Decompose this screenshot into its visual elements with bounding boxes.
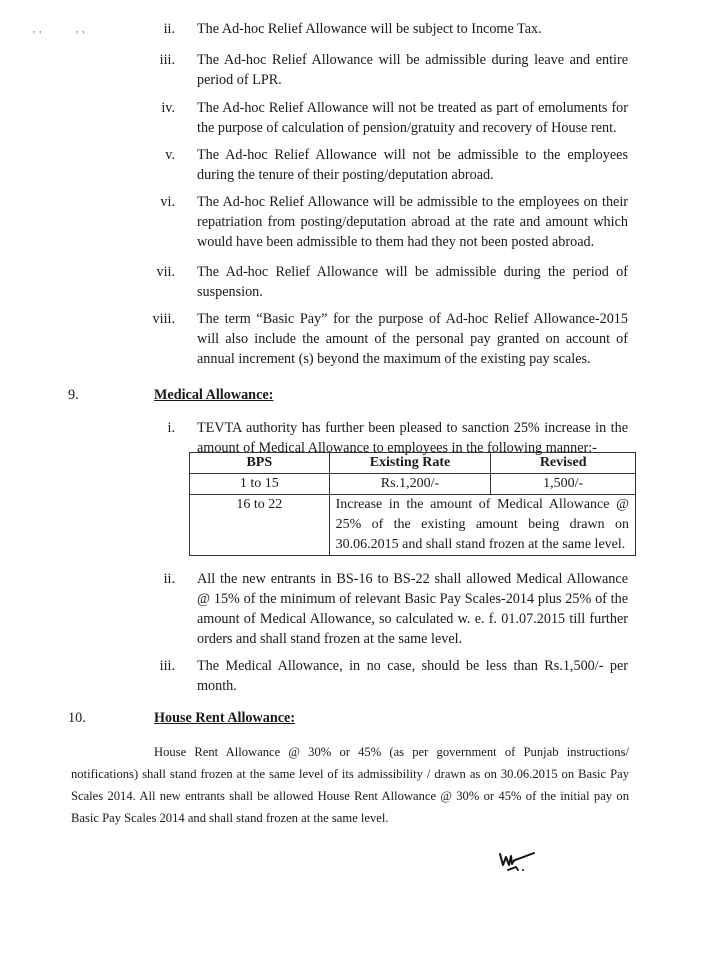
scan-mark: ' ': [76, 30, 86, 41]
scan-marks: [33, 30, 119, 41]
item-text: The term “Basic Pay” for the purpose of Ad-hoc Relief Allowance-2015 will also include the amount of the personal pay granted on account of annual increment (s) beyond the maximum of the existing pay scales.: [197, 311, 628, 367]
item-text: The Ad-hoc Relief Allowance will be subject to Income Tax.: [197, 21, 542, 37]
item-text: The Ad-hoc Relief Allowance will be admissible during the period of suspension.: [197, 264, 628, 300]
scan-mark: ' ': [33, 30, 43, 41]
item-text: The Ad-hoc Relief Allowance will not be treated as part of emoluments for the purpose of calculation of pension/gratuity and recovery of House rent.: [197, 100, 628, 136]
item-text: The Medical Allowance, in no case, should be less than Rs.1,500/- per month.: [197, 658, 628, 694]
column-header: BPS: [190, 453, 330, 474]
item-number: ii.: [163, 571, 175, 587]
item-number: iii.: [159, 52, 175, 68]
item-text: The Ad-hoc Relief Allowance will not be admissible to the employees during the tenure of their posting/deputation abroad.: [197, 147, 628, 183]
item-text: The Ad-hoc Relief Allowance will be admissible during leave and entire period of LPR.: [197, 52, 628, 88]
bps-cell: 1 to 15: [190, 474, 330, 495]
bps-cell: 16 to 22: [190, 495, 330, 556]
signature-icon: [498, 848, 538, 878]
merged-rate-cell: Increase in the amount of Medical Allowance @ 25% of the existing amount being drawn on 30.06.2015 and shall stand frozen at the same level.: [329, 495, 635, 556]
section-number: 10.: [68, 710, 86, 726]
item-text: TEVTA authority has further been pleased to sanction 25% increase in the amount of Medical Allowance to employees in the following manner:-: [197, 420, 628, 456]
table-header-row: [190, 453, 636, 474]
table-row: [190, 495, 636, 556]
medical-allowance-table: [189, 452, 636, 556]
item-number: i.: [167, 420, 175, 436]
section-title: House Rent Allowance:: [154, 710, 296, 726]
item-number: ii.: [163, 21, 175, 37]
section-title: Medical Allowance:: [154, 387, 274, 403]
section-number: 9.: [68, 387, 79, 403]
item-number: iii.: [159, 658, 175, 674]
column-header: Revised: [491, 453, 636, 474]
item-number: iv.: [161, 100, 175, 116]
item-text: All the new entrants in BS-16 to BS-22 shall allowed Medical Allowance @ 15% of the minimum of relevant Basic Pay Scales-2014 plus 25% of the amount of Medical Allowance, so calculated w. e. f. 01.07.2015 till further orders and shall stand frozen at the same level.: [197, 571, 628, 647]
column-header: Existing Rate: [329, 453, 491, 474]
revised-cell: 1,500/-: [491, 474, 636, 495]
item-number: v.: [165, 147, 175, 163]
table-row: [190, 474, 636, 495]
house-rent-paragraph: House Rent Allowance @ 30% or 45% (as per government of Punjab instructions/ notifications) shall stand frozen at the same level of its admissibility / drawn as on 30.06.2015 on Basic Pay Scales 2014. All new entrants shall be allowed House Rent Allowance @ 30% or 45% of the initial pay on Basic Pay Scales 2014 and shall stand frozen at the same level.: [71, 745, 629, 825]
item-number: viii.: [152, 311, 175, 327]
item-number: vii.: [156, 264, 175, 280]
item-text: The Ad-hoc Relief Allowance will be admissible to the employees on their repatriation from posting/deputation abroad at the rate and amount which would have been admissible to them had they not been posted abroad.: [197, 194, 628, 250]
item-number: vi.: [160, 194, 175, 210]
existing-rate-cell: Rs.1,200/-: [329, 474, 491, 495]
